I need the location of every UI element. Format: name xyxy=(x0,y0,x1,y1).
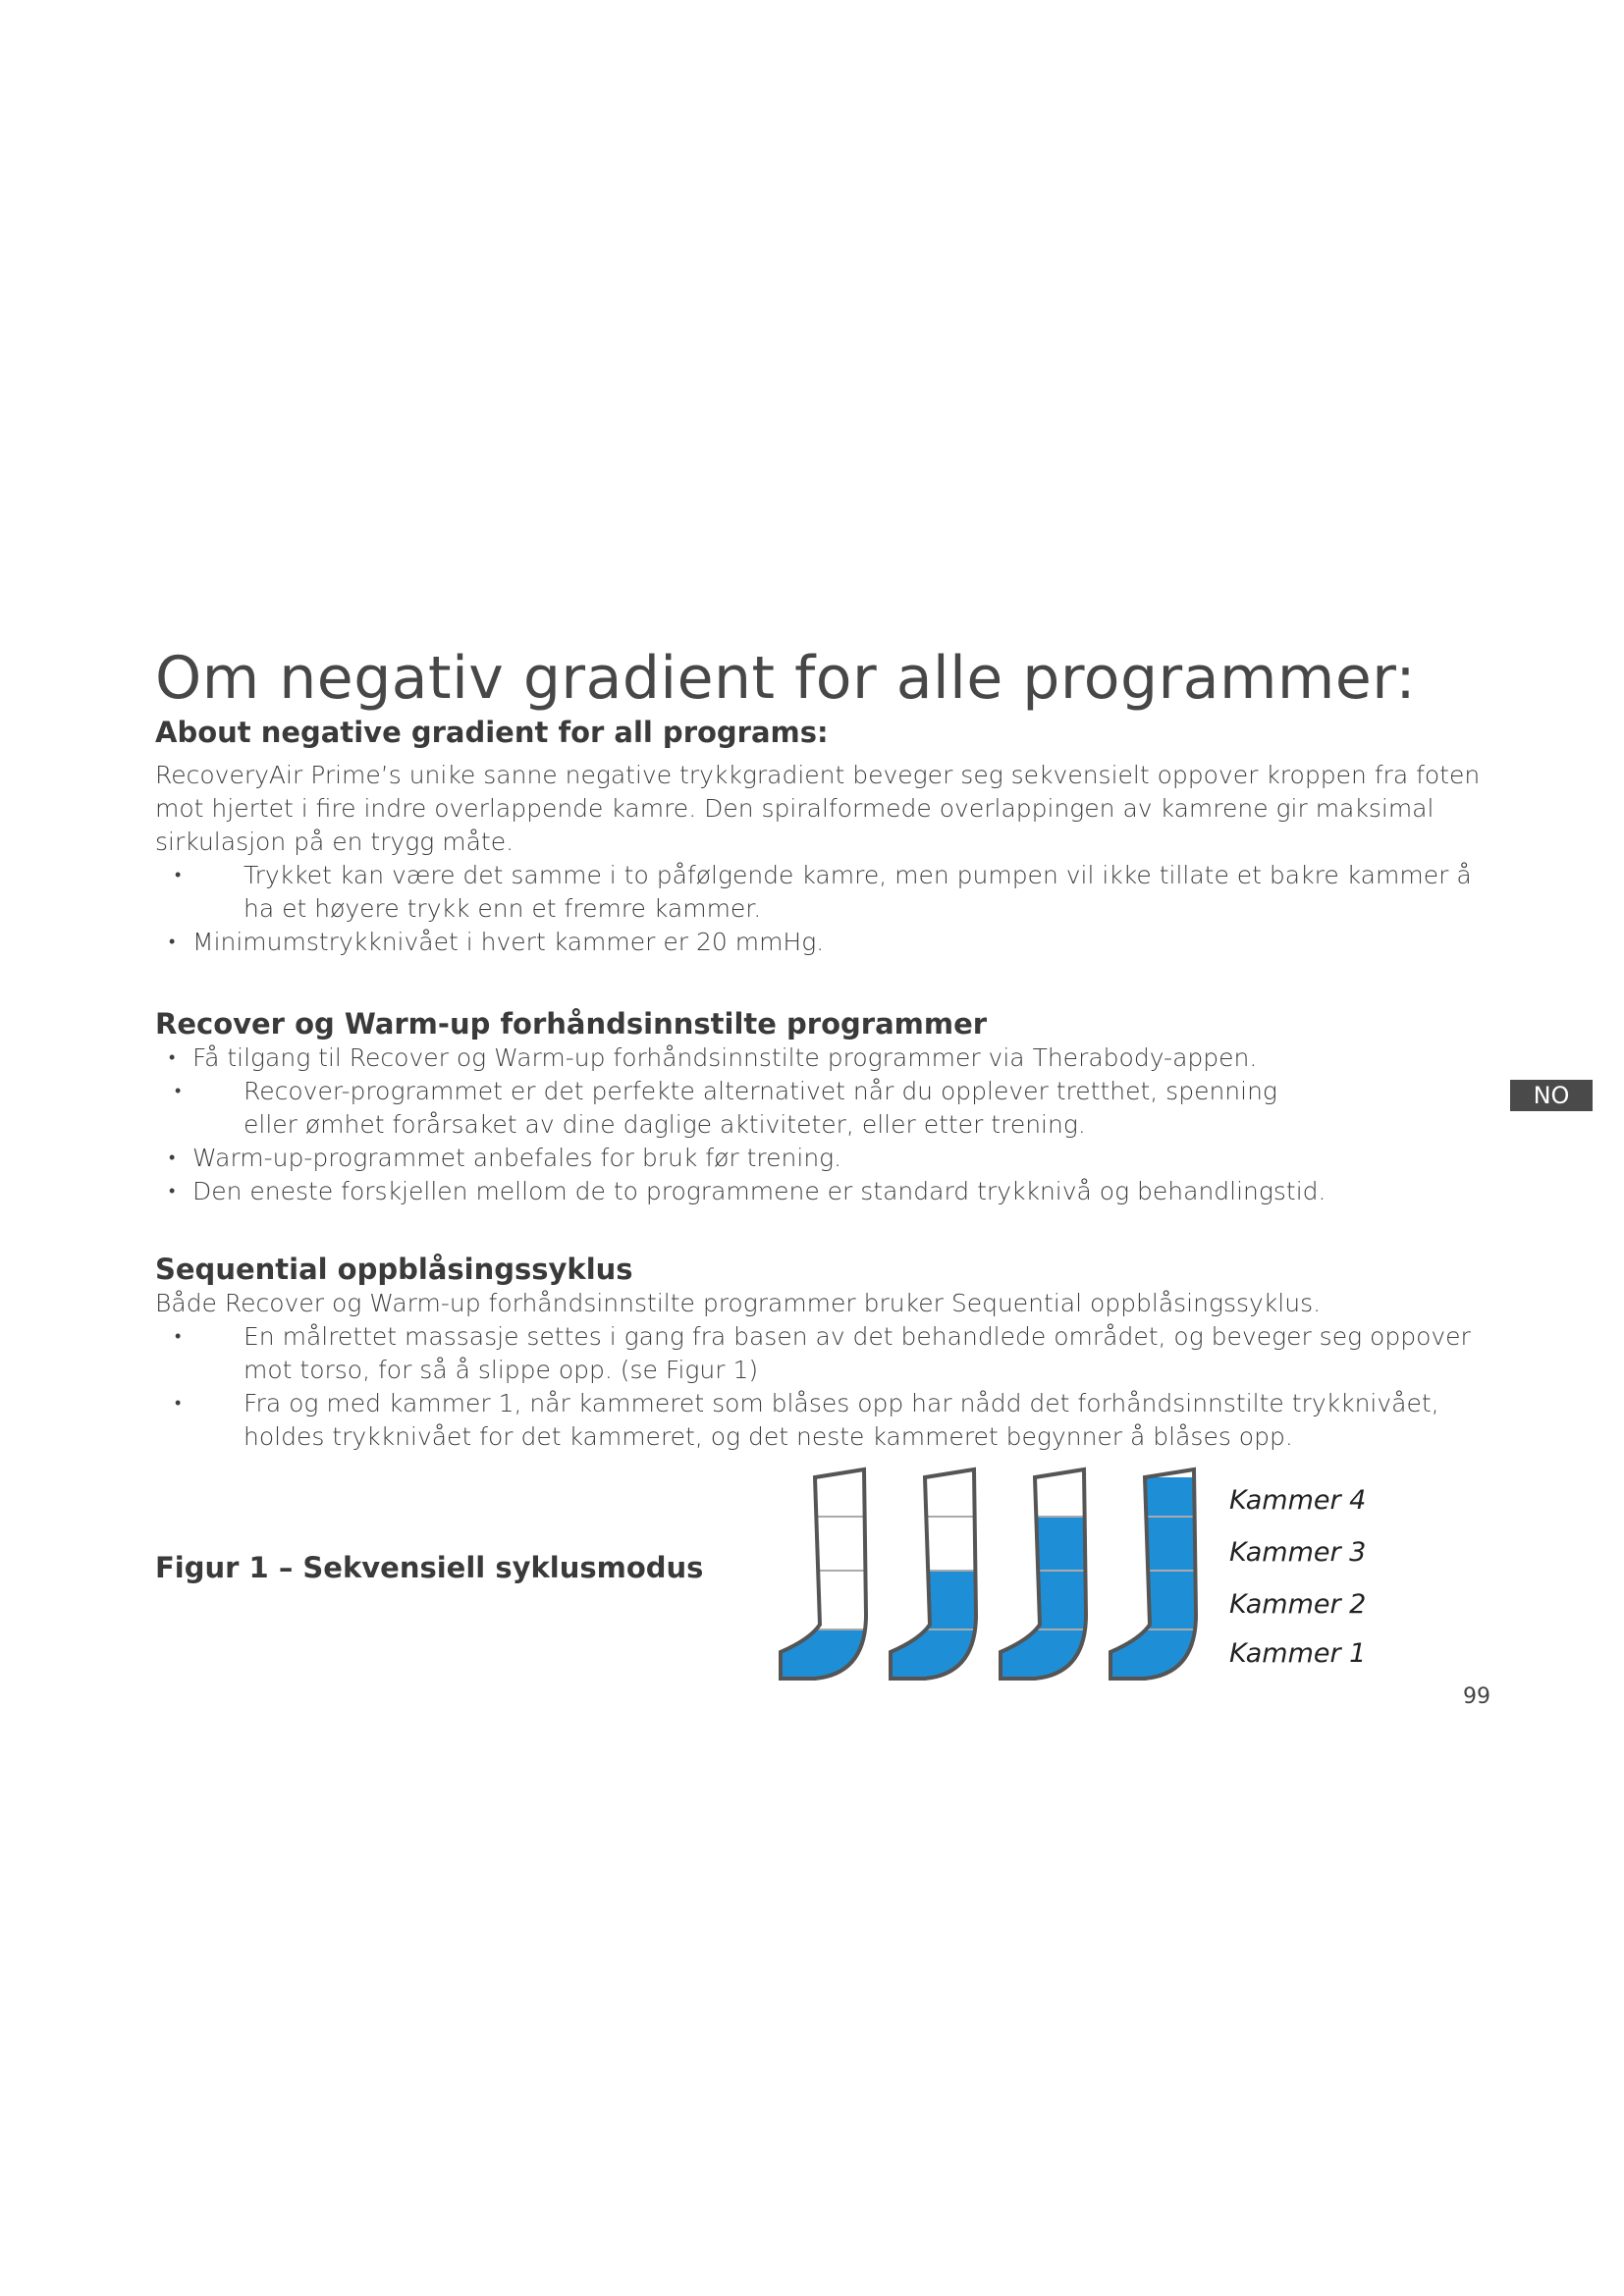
page-number: 99 xyxy=(1463,1684,1490,1709)
list-item: • Minimumstrykknivået i hvert kammer er 20 mmHg. xyxy=(155,926,1490,959)
chamber-label-3: Kammer 3 xyxy=(1229,1537,1367,1568)
boot-fill xyxy=(996,1517,1094,1683)
list-item: • Recover-programmet er det perfekte alternativet når du opplever tretthet, spenning eller ømhet forårsaket av dine daglige aktiviteter, eller etter trening. xyxy=(155,1075,1490,1142)
boot-fill xyxy=(886,1571,984,1683)
section-intro: Både Recover og Warm-up forhåndsinnstilte programmer bruker Sequential oppblåsingssyklus. xyxy=(155,1289,1322,1317)
figure-caption: Figur 1 – Sekvensiell syklusmodus xyxy=(155,1551,704,1584)
section-heading: Sequential oppblåsingssyklus xyxy=(155,1253,633,1286)
list-item: • En målrettet massasje settes i gang fra basen av det behandlede området, og beveger seg oppover mot torso, for så å slippe opp. (se Figur 1) xyxy=(155,1320,1490,1387)
sequential-cycle-figure xyxy=(766,1443,1227,1698)
page-title: Om negativ gradient for alle programmer: xyxy=(155,644,1417,713)
intro-paragraph: RecoveryAir Prime’s unike sanne negative trykkgradient beveger seg sekvensielt oppover kroppen fra foten mot hjertet i fire indre overlappende kamre. Den spiralformede overlappingen av kamrene gir maksimal sirkulasjon på en trygg måte. xyxy=(155,761,1481,856)
list-item: • Trykket kan være det samme i to påfølgende kamre, men pumpen vil ikke tillate et bakre kammer å ha et høyere trykk enn et fremre kammer. xyxy=(155,859,1490,926)
list-item: • Den eneste forskjellen mellom de to programmene er standard trykknivå og behandlingstid. xyxy=(155,1175,1490,1208)
page-subtitle: About negative gradient for all programs: xyxy=(155,716,829,749)
chamber-label-2: Kammer 2 xyxy=(1229,1589,1367,1620)
list-item: • Fra og med kammer 1, når kammeret som blåses opp har nådd det forhåndsinnstilte trykknivået, holdes trykknivået for det kammeret, og det neste kammeret begynner å blåses opp. xyxy=(155,1387,1490,1454)
chamber-label-4: Kammer 4 xyxy=(1229,1485,1367,1516)
list-item: • Warm-up-programmet anbefales for bruk før trening. xyxy=(155,1142,1490,1175)
section-presets xyxy=(155,1006,1490,1208)
sequential-bullet-list xyxy=(155,1320,1490,1454)
section-sequential xyxy=(155,1252,1490,1454)
list-item: • Få tilgang til Recover og Warm-up forhåndsinnstilte programmer via Therabody-appen. xyxy=(155,1041,1490,1075)
main-content xyxy=(155,643,1490,1454)
presets-bullet-list xyxy=(155,1041,1490,1208)
chamber-label-1: Kammer 1 xyxy=(1229,1638,1367,1669)
intro-bullet-list xyxy=(155,859,1490,959)
language-badge: NO xyxy=(1510,1080,1593,1111)
section-heading: Recover og Warm-up forhåndsinnstilte programmer xyxy=(155,1007,988,1041)
